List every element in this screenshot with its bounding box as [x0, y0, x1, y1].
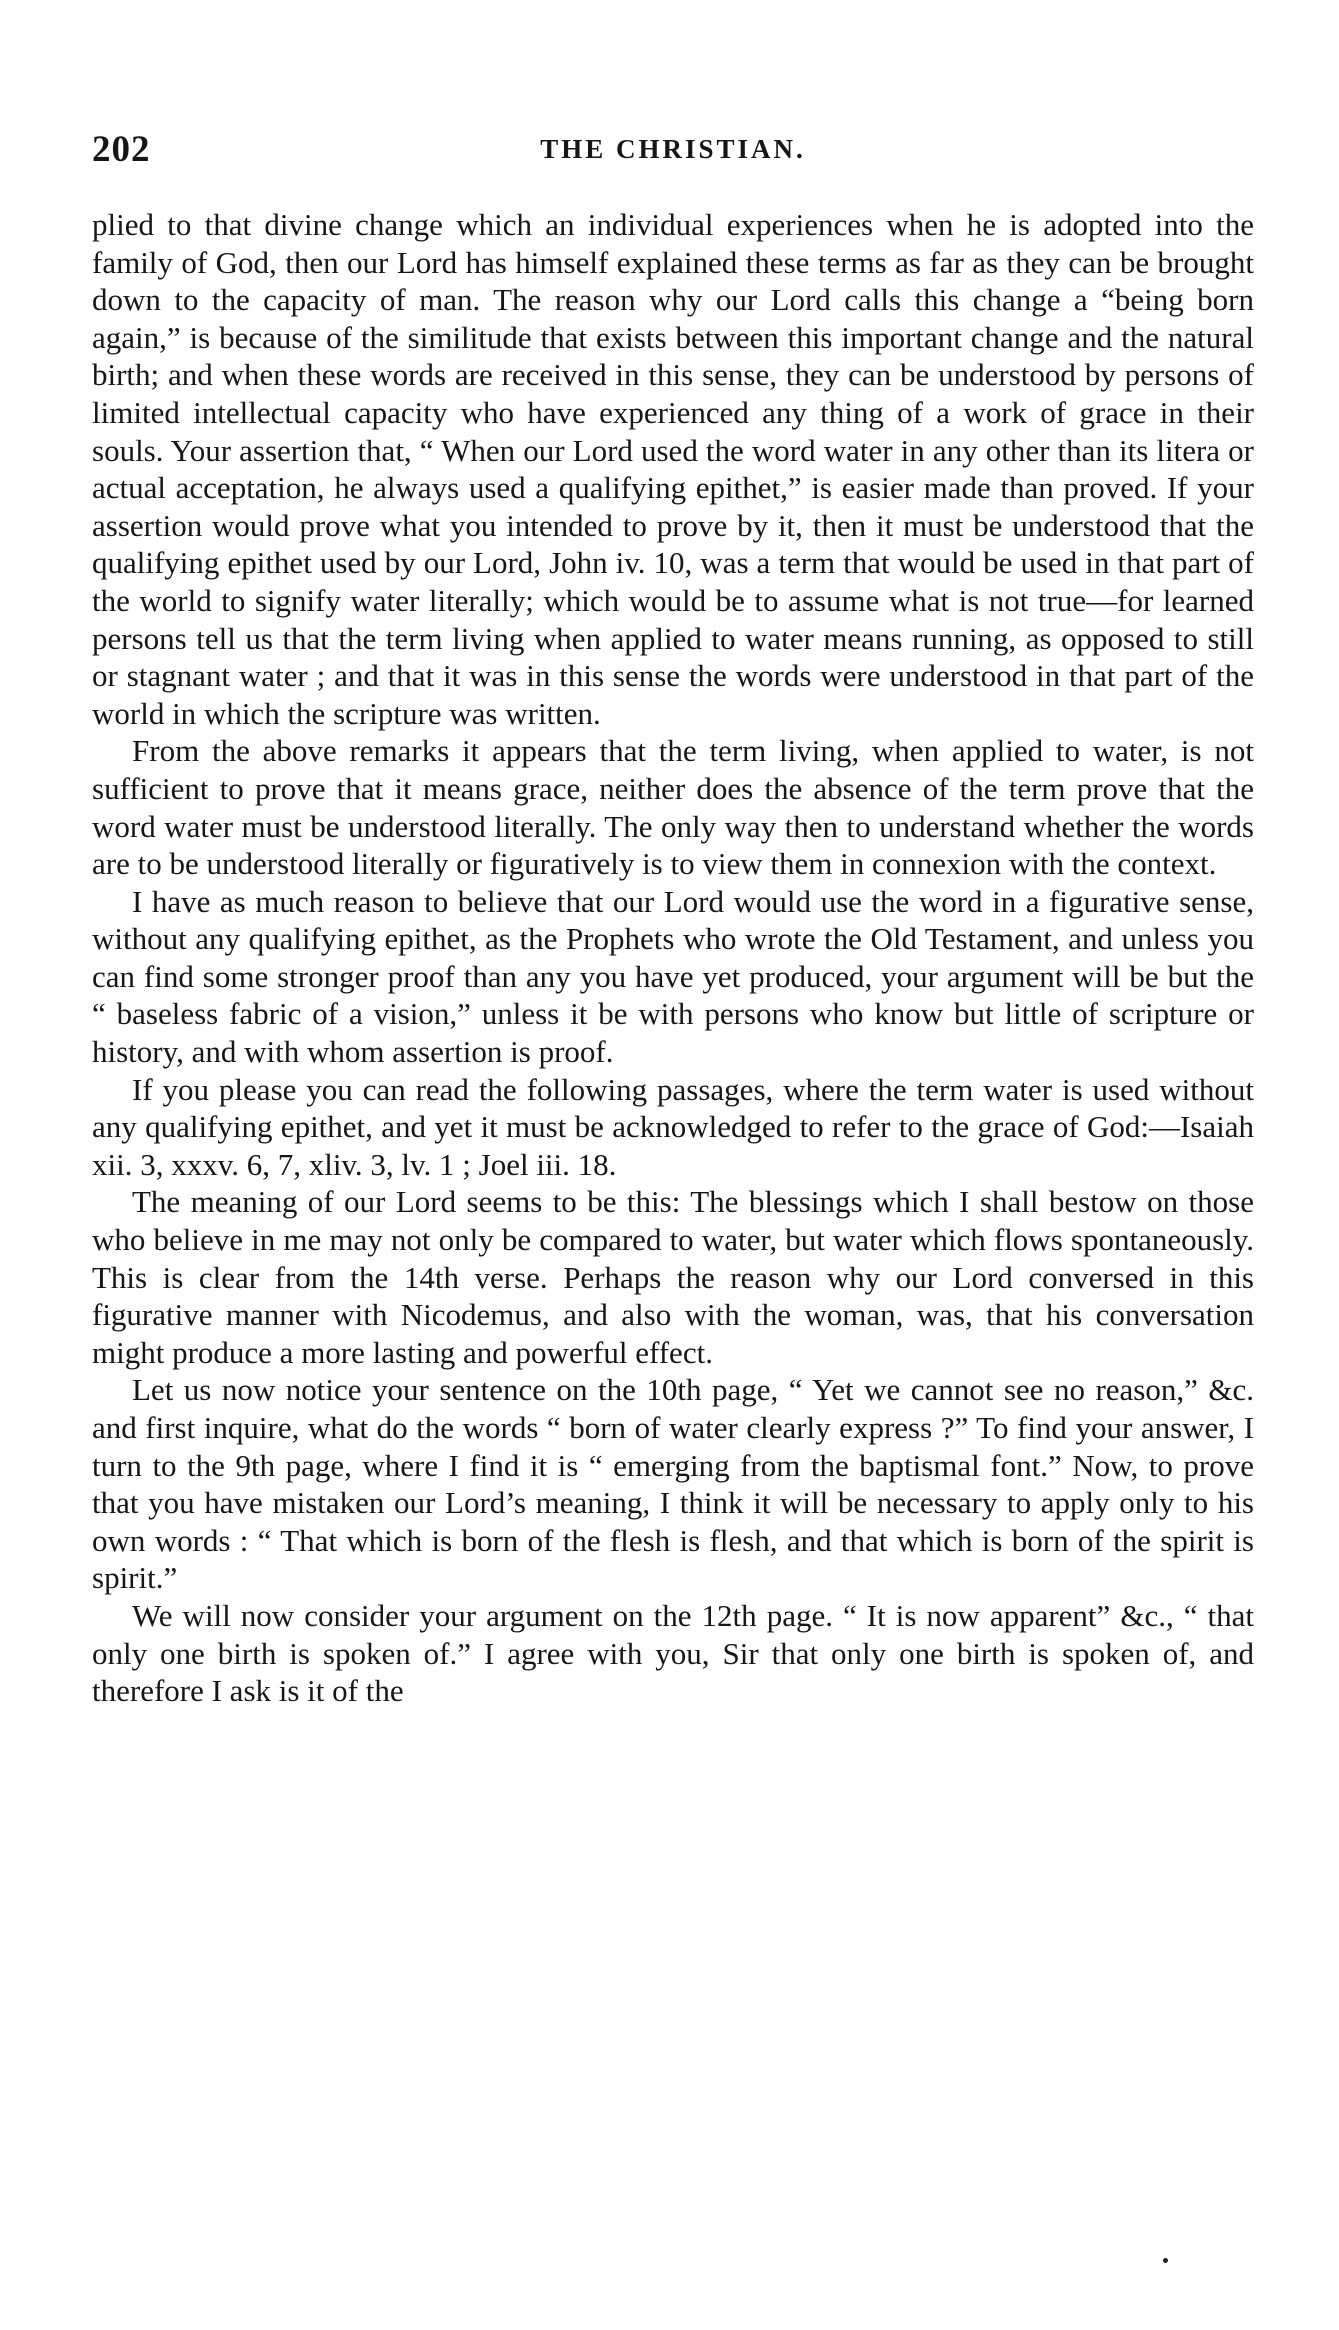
paragraph: If you please you can read the following passages, where the term water is used without any qualifying epithet, and yet it must be acknowledged to refer to the grace of God:—Isaiah xii. 3, xxxv. 6, 7, xliv. 3, lv. 1 ; Joel iii. 18.	[92, 1071, 1254, 1182]
page-header	[92, 128, 1254, 188]
paragraph: The meaning of our Lord seems to be this: The blessings which I shall bestow on those who believe in me may not only be compared to water, but water which flows spontaneously. This is clear from the 14th verse. Perhaps the reason why our Lord conversed in this figurative manner with Nicodemus, and also with the woman, was, that his conversation might produce a more lasting and powerful effect.	[92, 1184, 1254, 1370]
paragraph-continued: plied to that divine change which an individual experiences when he is adopted into the family of God, then our Lord has himself explained these terms as far as they can be brought down to the capacity of man. The reason why our Lord calls this change a “being born again,” is because of the similitude that exists between this important change and the natural birth; and when these words are received in this sense, they can be understood by persons of limited intellectual capacity who have experienced any thing of a work of grace in their souls. Your assertion that, “ When our Lord used the word water in any other than its litera or actual acceptation, he always used a qualifying epithet,” is easier made than proved. If your assertion would prove what you intended to prove by it, then it must be understood that the qualifying epithet used by our Lord, John iv. 10, was a term that would be used in that part of the world to signify water literally; which would be to assume what is not true—for learned persons tell us that the term living when applied to water means running, as opposed to still or stagnant water ; and that it was in this sense the words were understood in that part of the world in which the scripture was written.	[92, 207, 1254, 731]
paragraph: I have as much reason to believe that our Lord would use the word in a figurative sense, without any qualifying epithet, as the Prophets who wrote the Old Testament, and unless you can find some stronger proof than any you have yet produced, your argument will be but the “ baseless fabric of a vision,” unless it be with persons who know but little of scripture or history, and with whom assertion is proof.	[92, 883, 1254, 1070]
running-title: THE CHRISTIAN.	[540, 134, 806, 164]
ink-speck	[1163, 2258, 1168, 2263]
paragraph: From the above remarks it appears that the term living, when applied to water, is not sufficient to prove that it means grace, neither does the absence of the term prove that the word water must be understood literally. The only way then to understand whether the words are to be understood literally or figuratively is to view them in connexion with the context.	[92, 733, 1254, 882]
paragraph: We will now consider your argument on the 12th page. “ It is now apparent” &c., “ that only one birth is spoken of.” I agree with you, Sir that only one birth is spoken of, and therefore I ask is it of the	[92, 1597, 1254, 1709]
page-number: 202	[92, 129, 151, 170]
body-text	[92, 206, 1254, 1710]
paragraph: Let us now notice your sentence on the 10th page, “ Yet we cannot see no reason,” &c. and first inquire, what do the words “ born of water clearly express ?” To find your answer, I turn to the 9th page, where I find it is “ emerging from the baptismal font.” Now, to prove that you have mistaken our Lord’s meaning, I think it will be necessary to apply only to his own words : “ That which is born of the flesh is flesh, and that which is born of the spirit is spirit.”	[92, 1372, 1254, 1596]
